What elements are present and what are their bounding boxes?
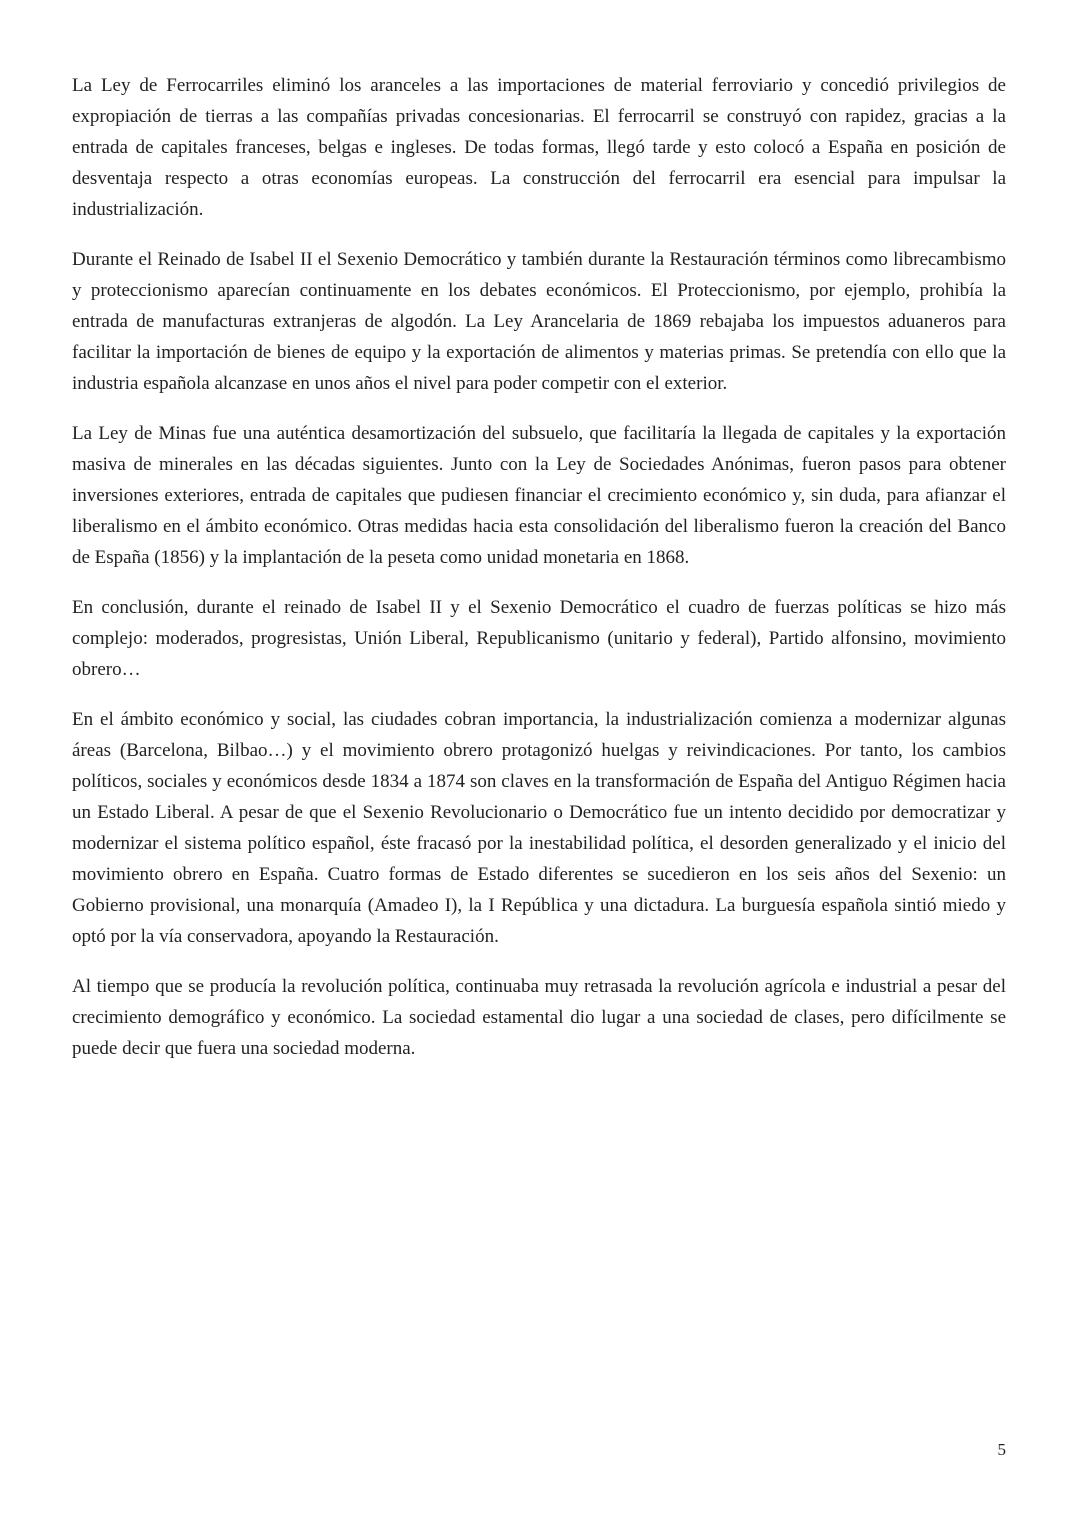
paragraph-revolucion-politica: Al tiempo que se producía la revolución política, continuaba muy retrasada la revolución agrícola e industrial a pesar del crecimiento demográfico y económico. La sociedad estamental dio lugar a una sociedad de clases, pero difícilmente se puede decir que fuera una sociedad moderna.	[72, 976, 1006, 1059]
document-body	[72, 70, 1006, 1083]
paragraph-ley-de-minas: La Ley de Minas fue una auténtica desamortización del subsuelo, que facilitaría la llegada de capitales y la exportación masiva de minerales en las décadas siguientes. Junto con la Ley de Sociedades Anónimas, fueron pasos para obtener inversiones exteriores, entrada de capitales que pudiesen financiar el crecimiento económico y, sin duda, para afianzar el liberalismo en el ámbito económico. Otras medidas hacia esta consolidación del liberalismo fueron la creación del Banco de España (1856) y la implantación de la peseta como unidad monetaria en 1868.	[72, 423, 1006, 568]
paragraph-conclusion: En conclusión, durante el reinado de Isabel II y el Sexenio Democrático el cuadro de fuerzas políticas se hizo más complejo: moderados, progresistas, Unión Liberal, Republicanismo (unitario y federal), Partido alfonsino, movimiento obrero…	[72, 597, 1006, 680]
page-number: 5	[997, 1440, 1006, 1459]
paragraph-ambito-economico: En el ámbito económico y social, las ciudades cobran importancia, la industrialización comienza a modernizar algunas áreas (Barcelona, Bilbao…) y el movimiento obrero protagonizó huelgas y reivindicaciones. Por tanto, los cambios políticos, sociales y económicos desde 1834 a 1874 son claves en la transformación de España del Antiguo Régimen hacia un Estado Liberal. A pesar de que el Sexenio Revolucionario o Democrático fue un intento decidido por democratizar y modernizar el sistema político español, éste fracasó por la inestabilidad política, el desorden generalizado y el inicio del movimiento obrero en España. Cuatro formas de Estado diferentes se sucedieron en los seis años del Sexenio: un Gobierno provisional, una monarquía (Amadeo I), la I República y una dictadura. La burguesía española sintió miedo y optó por la vía conservadora, apoyando la Restauración.	[72, 709, 1006, 947]
paragraph-ferrocarriles: La Ley de Ferrocarriles eliminó los aranceles a las importaciones de material ferroviario y concedió privilegios de expropiación de tierras a las compañías privadas concesionarias. El ferrocarril se construyó con rapidez, gracias a la entrada de capitales franceses, belgas e ingleses. De todas formas, llegó tarde y esto colocó a España en posición de desventaja respecto a otras economías europeas. La construcción del ferrocarril era esencial para impulsar la industrialización.	[72, 75, 1006, 220]
paragraph-librecambismo: Durante el Reinado de Isabel II el Sexenio Democrático y también durante la Restauración términos como librecambismo y proteccionismo aparecían continuamente en los debates económicos. El Proteccionismo, por ejemplo, prohibía la entrada de manufacturas extranjeras de algodón. La Ley Arancelaria de 1869 rebajaba los impuestos aduaneros para facilitar la importación de bienes de equipo y la exportación de alimentos y materias primas. Se pretendía con ello que la industria española alcanzase en unos años el nivel para poder competir con el exterior.	[72, 249, 1006, 394]
